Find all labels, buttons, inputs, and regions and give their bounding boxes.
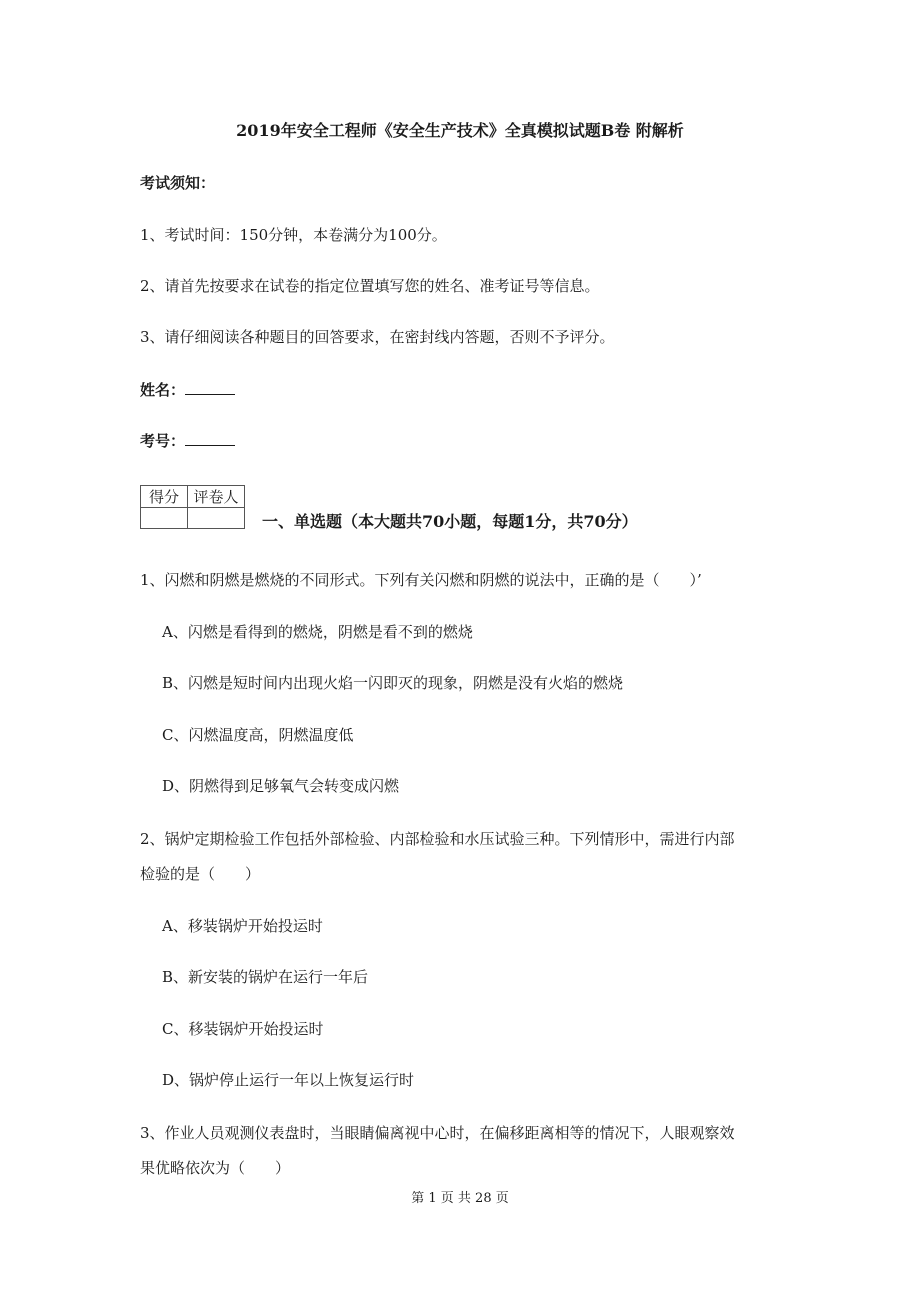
question-1-option-d: D、阴燃得到足够氧气会转变成闪燃: [162, 777, 400, 795]
section-title: 一、单选题（本大题共70小题，每题1分，共70分）: [262, 512, 638, 531]
question-2-option-b: B、新安装的锅炉在运行一年后: [162, 968, 369, 986]
name-blank[interactable]: [185, 380, 235, 395]
question-1-option-a: A、闪燃是看得到的燃烧，阴燃是看不到的燃烧: [162, 623, 473, 641]
page-footer: 第 1 页 共 28 页: [411, 1191, 509, 1206]
exam-number-blank[interactable]: [185, 431, 235, 446]
name-label: 姓名：: [140, 381, 186, 399]
grader-cell[interactable]: [188, 508, 245, 529]
exam-number-field[interactable]: [140, 431, 235, 451]
score-header: 得分: [141, 486, 188, 508]
question-1-option-b: B、闪燃是短时间内出现火焰一闪即灭的现象，阴燃是没有火焰的燃烧: [162, 674, 624, 692]
question-3-stem-line-1: 3、作业人员观测仪表盘时，当眼睛偏离视中心时，在偏移距离相等的情况下，人眼观察效: [140, 1124, 735, 1142]
question-3-stem-line-2: 果优略依次为（ ）: [140, 1159, 291, 1177]
notice-item-1: 1、考试时间：150分钟，本卷满分为100分。: [140, 226, 447, 244]
notice-item-2: 2、请首先按要求在试卷的指定位置填写您的姓名、准考证号等信息。: [140, 277, 600, 295]
document-title: 2019年安全工程师《安全生产技术》全真模拟试题B卷 附解析: [236, 121, 684, 140]
score-cell[interactable]: [141, 508, 188, 529]
exam-number-label: 考号：: [140, 432, 186, 450]
question-2-stem-line-2: 检验的是（ ）: [140, 865, 261, 883]
notice-item-3: 3、请仔细阅读各种题目的回答要求，在密封线内答题，否则不予评分。: [140, 328, 615, 346]
question-2-option-c: C、移装锅炉开始投运时: [162, 1020, 324, 1038]
question-1-option-c: C、闪燃温度高，阴燃温度低: [162, 726, 354, 744]
score-table: [140, 485, 245, 529]
question-2-option-d: D、锅炉停止运行一年以上恢复运行时: [162, 1071, 415, 1089]
notice-heading: 考试须知：: [140, 174, 216, 192]
question-2-option-a: A、移装锅炉开始投运时: [162, 917, 323, 935]
question-2-stem-line-1: 2、锅炉定期检验工作包括外部检验、内部检验和水压试验三种。下列情形中，需进行内部: [140, 830, 735, 848]
question-1-stem: 1、闪燃和阴燃是燃烧的不同形式。下列有关闪燃和阴燃的说法中，正确的是（ ）’: [140, 571, 702, 589]
grader-header: 评卷人: [188, 486, 245, 508]
name-field[interactable]: [140, 380, 235, 400]
